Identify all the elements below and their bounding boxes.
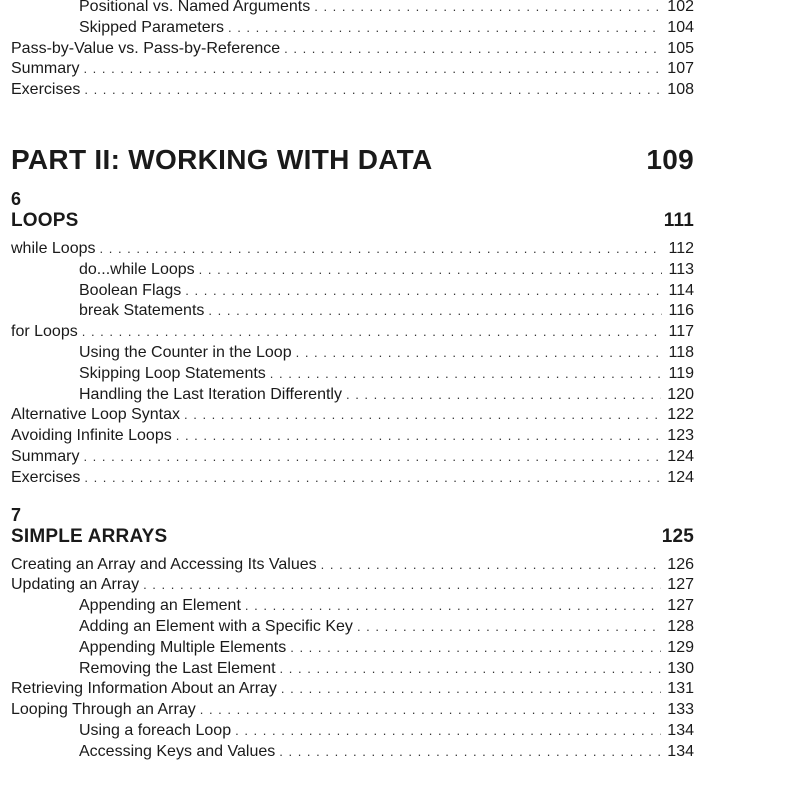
toc-entry-title: Handling the Last Iteration Differently <box>79 385 342 403</box>
toc-entry[interactable] <box>11 0 694 18</box>
toc-entry-page-number: 117 <box>668 323 694 341</box>
dot-leader <box>235 721 661 742</box>
toc-entry[interactable] <box>11 555 694 576</box>
dot-leader <box>184 405 661 426</box>
dot-leader <box>284 39 661 60</box>
toc-entry-title: Looping Through an Array <box>11 701 196 719</box>
toc-entry-title: Boolean Flags <box>79 281 182 299</box>
toc-entry-title: do...while Loops <box>79 260 195 278</box>
toc-entry[interactable] <box>11 59 694 80</box>
toc-entry[interactable] <box>11 39 694 60</box>
toc-entry-title: Adding an Element with a Specific Key <box>79 617 353 635</box>
table-of-contents <box>11 0 694 763</box>
toc-entry-title: while Loops <box>11 239 96 257</box>
toc-entry-page-number: 127 <box>667 576 694 594</box>
dot-leader <box>321 555 662 576</box>
toc-entry-title: Avoiding Infinite Loops <box>11 427 172 445</box>
toc-entry[interactable] <box>11 364 694 385</box>
chapter-page-number: 125 <box>661 525 694 547</box>
toc-entry-page-number: 134 <box>667 721 694 739</box>
toc-entry-page-number: 112 <box>668 239 694 257</box>
chapter-title: SIMPLE ARRAYS <box>11 525 168 547</box>
chapter-title: LOOPS <box>11 209 79 231</box>
toc-entry-page-number: 124 <box>667 468 694 486</box>
dot-leader <box>346 385 661 406</box>
part-title: PART II: WORKING WITH DATA <box>11 143 433 175</box>
toc-entry[interactable] <box>11 343 694 364</box>
toc-entry-title: Retrieving Information About an Array <box>11 680 277 698</box>
chapter-block <box>11 505 694 763</box>
toc-entry-page-number: 102 <box>667 0 694 15</box>
dot-leader <box>281 679 661 700</box>
toc-entry[interactable] <box>11 405 694 426</box>
toc-entry-title: Creating an Array and Accessing Its Values <box>11 555 317 573</box>
toc-entry-page-number: 129 <box>667 638 694 656</box>
dot-leader <box>280 659 662 680</box>
toc-entry[interactable] <box>11 18 694 39</box>
toc-entry-title: Skipping Loop Statements <box>79 364 266 382</box>
dot-leader <box>200 700 662 721</box>
chapter-number: 6 <box>11 188 22 209</box>
dot-leader <box>279 742 661 763</box>
part-page-number: 109 <box>646 143 694 175</box>
toc-entry-list <box>11 239 694 489</box>
toc-entry-title: Summary <box>11 447 80 465</box>
toc-entry-page-number: 114 <box>668 281 694 299</box>
toc-entry[interactable] <box>11 260 694 281</box>
dot-leader <box>84 468 661 489</box>
dot-leader <box>228 18 661 39</box>
toc-entry-title: for Loops <box>11 323 78 341</box>
chapter-number: 7 <box>11 504 22 525</box>
toc-entry-page-number: 118 <box>668 343 694 361</box>
toc-entry-page-number: 122 <box>667 406 694 424</box>
chapter-heading <box>11 525 694 549</box>
toc-entry-title: break Statements <box>79 302 205 320</box>
part-heading <box>11 143 694 177</box>
toc-entry-title: Alternative Loop Syntax <box>11 406 180 424</box>
toc-entry[interactable] <box>11 596 694 617</box>
dot-leader <box>84 80 661 101</box>
toc-entry[interactable] <box>11 679 694 700</box>
toc-entry-page-number: 108 <box>667 81 694 99</box>
toc-entry-title: Appending Multiple Elements <box>79 638 287 656</box>
dot-leader <box>83 447 661 468</box>
toc-entry[interactable] <box>11 80 694 101</box>
dot-leader <box>82 322 663 343</box>
toc-entry-title: Exercises <box>11 468 81 486</box>
toc-entry-page-number: 130 <box>667 659 694 677</box>
chapter-page-number: 111 <box>663 209 694 231</box>
toc-entry-page-number: 131 <box>667 680 694 698</box>
dot-leader <box>143 575 661 596</box>
toc-entry-page-number: 123 <box>667 427 694 445</box>
toc-entry[interactable] <box>11 742 694 763</box>
dot-leader <box>176 426 662 447</box>
toc-entry-title: Accessing Keys and Values <box>79 742 276 760</box>
dot-leader <box>290 638 661 659</box>
toc-entry-title: Positional vs. Named Arguments <box>79 0 311 15</box>
toc-entry-page-number: 124 <box>667 447 694 465</box>
dot-leader <box>208 301 662 322</box>
dot-leader <box>314 0 661 18</box>
toc-entry[interactable] <box>11 700 694 721</box>
toc-entry-title: Using the Counter in the Loop <box>79 343 292 361</box>
toc-entry-page-number: 120 <box>667 385 694 403</box>
dot-leader <box>100 239 663 260</box>
toc-entry[interactable] <box>11 322 694 343</box>
dot-leader <box>245 596 661 617</box>
toc-entry-page-number: 113 <box>668 260 694 278</box>
toc-entry-page-number: 126 <box>667 555 694 573</box>
toc-entry-list <box>11 0 694 101</box>
toc-entry-page-number: 116 <box>668 302 694 320</box>
toc-entry[interactable] <box>11 447 694 468</box>
toc-entry[interactable] <box>11 468 694 489</box>
toc-entry-title: Appending an Element <box>79 597 241 615</box>
dot-leader <box>83 59 661 80</box>
toc-entry-page-number: 105 <box>667 39 694 57</box>
toc-entry-title: Pass-by-Value vs. Pass-by-Reference <box>11 39 281 57</box>
toc-entry-page-number: 119 <box>668 364 694 382</box>
toc-entry-title: Exercises <box>11 81 81 99</box>
chapter-heading <box>11 209 694 233</box>
toc-entry-page-number: 107 <box>667 60 694 78</box>
dot-leader <box>270 364 663 385</box>
dot-leader <box>357 617 661 638</box>
chapter-block <box>11 189 694 489</box>
toc-entry[interactable] <box>11 281 694 302</box>
toc-entry[interactable] <box>11 659 694 680</box>
toc-entry-list <box>11 555 694 763</box>
toc-entry-page-number: 128 <box>667 617 694 635</box>
toc-entry-title: Removing the Last Element <box>79 659 276 677</box>
toc-entry[interactable] <box>11 617 694 638</box>
toc-entry[interactable] <box>11 426 694 447</box>
toc-entry-title: Summary <box>11 60 80 78</box>
toc-entry-page-number: 127 <box>667 597 694 615</box>
toc-entry[interactable] <box>11 239 694 260</box>
toc-entry[interactable] <box>11 721 694 742</box>
dot-leader <box>185 281 662 302</box>
toc-entry[interactable] <box>11 385 694 406</box>
toc-entry[interactable] <box>11 638 694 659</box>
dot-leader <box>199 260 663 281</box>
toc-entry-title: Skipped Parameters <box>79 18 224 36</box>
toc-entry[interactable] <box>11 301 694 322</box>
toc-entry-page-number: 133 <box>667 701 694 719</box>
toc-entry[interactable] <box>11 575 694 596</box>
toc-entry-page-number: 134 <box>667 742 694 760</box>
dot-leader <box>296 343 663 364</box>
toc-entry-title: Using a foreach Loop <box>79 721 232 739</box>
toc-entry-page-number: 104 <box>667 18 694 36</box>
toc-entry-title: Updating an Array <box>11 576 140 594</box>
